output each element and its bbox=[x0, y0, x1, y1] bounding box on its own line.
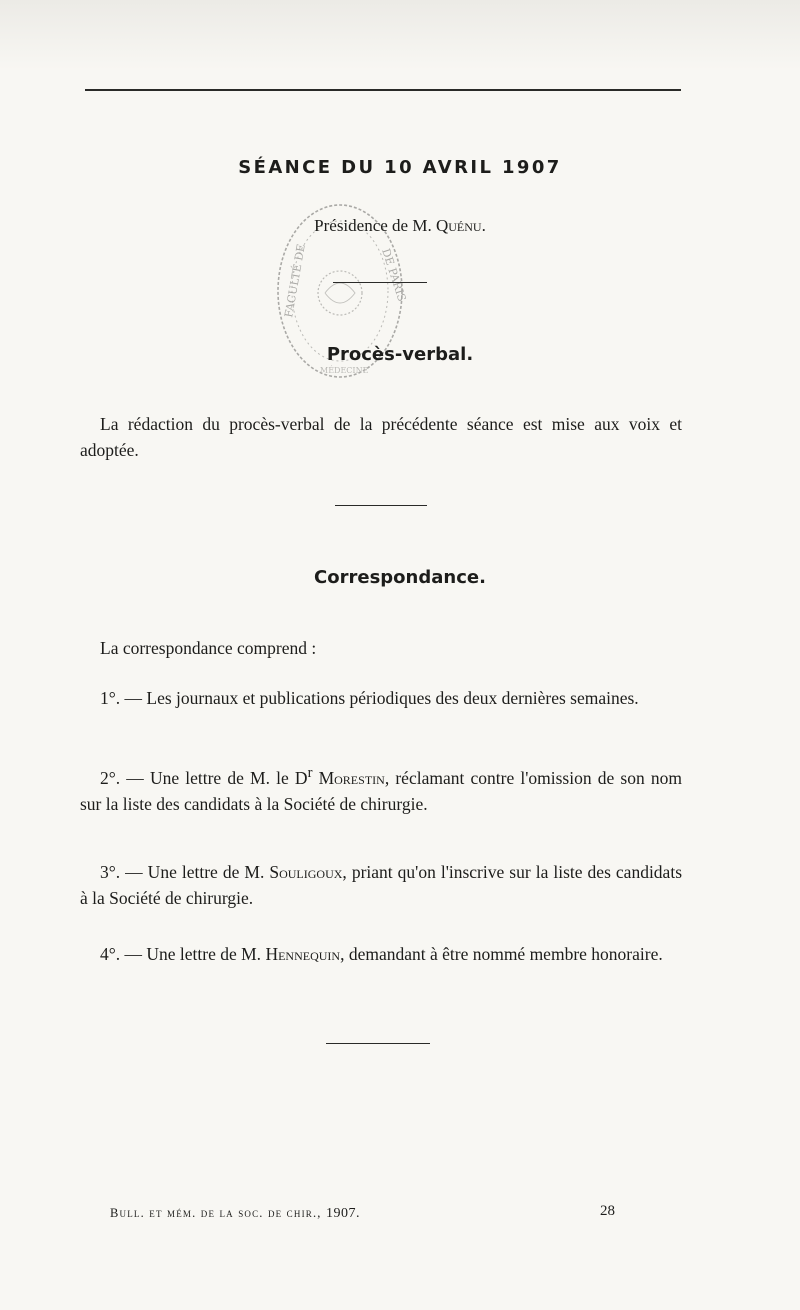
correspondance-item-2 bbox=[80, 760, 682, 817]
correspondance-heading: Correspondance. bbox=[314, 567, 486, 588]
footer-journal bbox=[110, 1206, 360, 1222]
top-rule bbox=[85, 89, 681, 91]
item-2-sup: r bbox=[307, 765, 313, 781]
correspondance-item-1: 1°. — Les journaux et publications périodiques des deux dernières semaines. bbox=[100, 688, 639, 708]
proces-verbal-paragraph: La rédaction du procès-verbal de la précédente séance est mise aux voix et adoptée. bbox=[80, 414, 682, 460]
session-title: SÉANCE DU 10 AVRIL 1907 bbox=[238, 157, 562, 178]
section-divider bbox=[326, 1043, 430, 1044]
item-3-prefix: 3°. — Une lettre de M. bbox=[100, 862, 270, 882]
stamp-text-left: FACULTÉ DE bbox=[282, 242, 308, 319]
item-4-name: Hennequin bbox=[265, 944, 341, 964]
item-2-prefix: 2°. — Une lettre de M. le D bbox=[100, 767, 308, 788]
footer-journal-title: Bull. et mém. de la soc. de chir., bbox=[110, 1206, 326, 1220]
footer-year: 1907. bbox=[325, 1206, 360, 1221]
item-3-name: Souligoux bbox=[269, 862, 343, 882]
item-3-rest: , priant qu'on l'inscrive sur la liste des candidats à la Société de chirurgie. bbox=[80, 862, 682, 908]
section-divider bbox=[333, 282, 427, 283]
page-number: 28 bbox=[600, 1203, 615, 1219]
correspondance-intro: La correspondance comprend : bbox=[100, 638, 317, 658]
presidency-line bbox=[0, 216, 800, 236]
stamp-text-bottom: MÉDECINE bbox=[320, 366, 369, 375]
presidency-suffix: . bbox=[481, 216, 486, 235]
item-4-prefix: 4°. — Une lettre de M. bbox=[100, 944, 266, 964]
item-4-rest: , demandant à être nommé membre honoraire. bbox=[340, 944, 663, 964]
presidency-prefix: Présidence de M. bbox=[314, 216, 436, 235]
correspondance-item-4 bbox=[80, 941, 682, 967]
section-divider bbox=[335, 505, 427, 506]
item-2-name: Morestin bbox=[312, 767, 385, 788]
correspondance-item-3 bbox=[80, 859, 682, 911]
president-name: Quénu bbox=[435, 216, 482, 235]
item-2-rest: , réclamant contre l'omission de son nom sur la liste des candidats à la Société de chirurgie. bbox=[80, 767, 683, 814]
paper-edge bbox=[0, 0, 800, 70]
stamp-text-right: DE PARIS bbox=[379, 246, 409, 304]
proces-verbal-heading: Procès-verbal. bbox=[326, 344, 474, 365]
